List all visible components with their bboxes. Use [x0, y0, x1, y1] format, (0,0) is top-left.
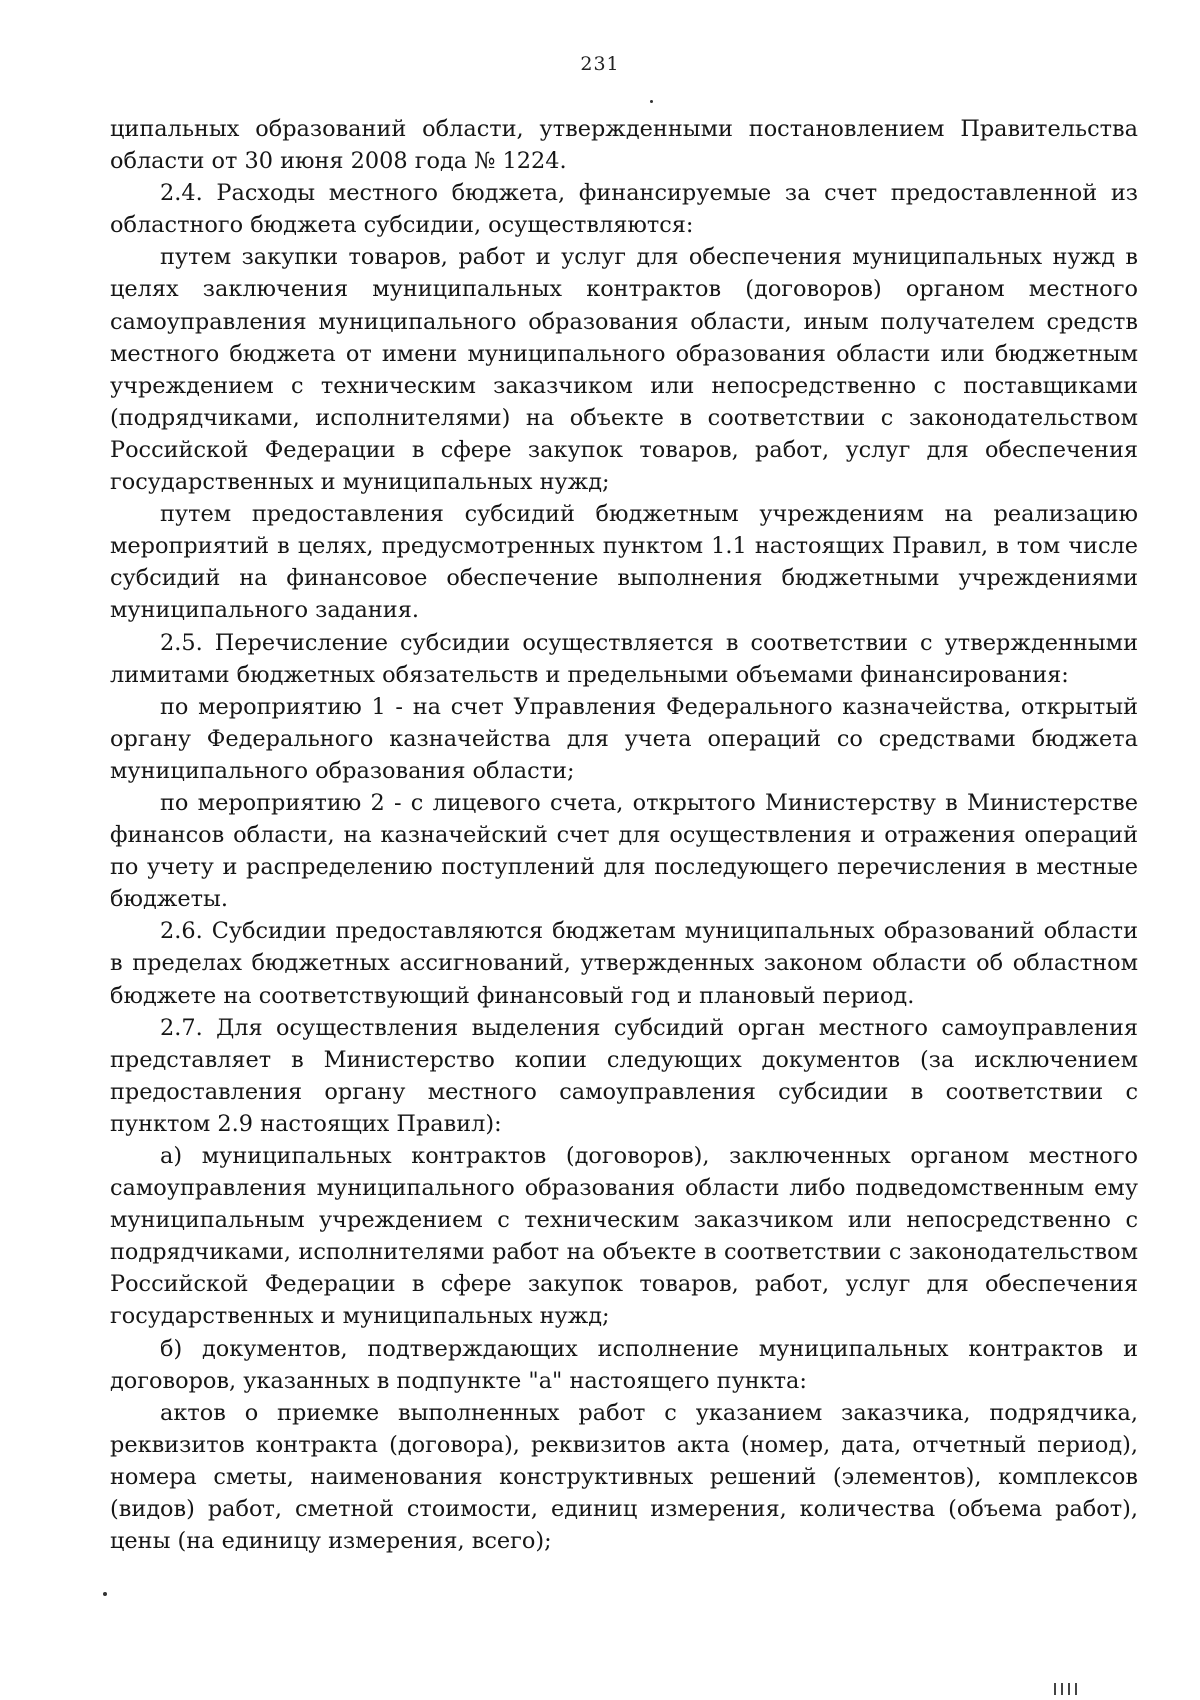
- paragraph: б) документов, подтверждающих исполнение муниципальных контрактов и договоров, указанных в подпункте "а" настоящего пункта:: [110, 1335, 1138, 1394]
- paragraph: по мероприятию 1 - на счет Управления Федерального казначейства, открытый органу Федерального казначейства для учета операций со средствами бюджета муниципального образования области;: [110, 693, 1138, 784]
- paragraph: путем закупки товаров, работ и услуг для обеспечения муниципальных нужд в целях заключения муниципальных контрактов (договоров) органом местного самоуправления муниципального образования области, иным получателем средств местного бюджета от имени муниципального образования области или бюджетным учреждением с техническим заказчиком или непосредственно с поставщиками (подрядчиками, исполнителями) на объекте в соответствии с законодательством Российской Федерации в сфере закупок товаров, работ, услуг для обеспечения государственных и муниципальных нужд;: [110, 244, 1138, 496]
- scan-speck: [103, 1592, 107, 1596]
- paragraph: 2.5. Перечисление субсидии осуществляется в соответствии с утвержденными лимитами бюджетных обязательств и предельными объемами финансирования:: [110, 629, 1138, 688]
- paragraph: 2.4. Расходы местного бюджета, финансируемые за счет предоставленной из областного бюджета субсидии, осуществляются:: [110, 180, 1138, 239]
- scan-speck: [650, 100, 653, 103]
- document-body: [110, 113, 1138, 1557]
- paragraph: путем предоставления субсидий бюджетным учреждениям на реализацию мероприятий в целях, предусмотренных пунктом 1.1 настоящих Правил, в том числе субсидий на финансовое обеспечение выполнения бюджетными учреждениями муниципального задания.: [110, 501, 1138, 624]
- scan-edge-marks: [1054, 1682, 1094, 1694]
- page-number: 231: [580, 53, 620, 75]
- paragraph: ципальных образований области, утвержденными постановлением Правительства области от 30 июня 2008 года № 1224.: [110, 116, 1138, 175]
- paragraph: по мероприятию 2 - с лицевого счета, открытого Министерству в Министерстве финансов области, на казначейский счет для осуществления и отражения операций по учету и распределению поступлений для последующего перечисления в местные бюджеты.: [110, 789, 1138, 913]
- paragraph: 2.7. Для осуществления выделения субсидий орган местного самоуправления представляет в Министерство копии следующих документов (за исключением предоставления органу местного самоуправления субсидии в соответствии с пунктом 2.9 настоящих Правил):: [110, 1014, 1138, 1137]
- paragraph: 2.6. Субсидии предоставляются бюджетам муниципальных образований области в пределах бюджетных ассигнований, утвержденных законом области об областном бюджете на соответствующий финансовый год и плановый период.: [110, 918, 1138, 1009]
- paragraph: актов о приемке выполненных работ с указанием заказчика, подрядчика, реквизитов контракта (договора), реквизитов акта (номер, дата, отчетный период), номера сметы, наименования конструктивных решений (элементов), комплексов (видов) работ, сметной стоимости, единиц измерения, количества (объема работ), цены (на единицу измерения, всего);: [110, 1399, 1138, 1555]
- paragraph: а) муниципальных контрактов (договоров), заключенных органом местного самоуправления муниципального образования области либо подведомственным ему муниципальным учреждением с техническим заказчиком или непосредственно с подрядчиками, исполнителями работ на объекте в соответствии с законодательством Российской Федерации в сфере закупок товаров, работ, услуг для обеспечения государственных и муниципальных нужд;: [110, 1143, 1138, 1330]
